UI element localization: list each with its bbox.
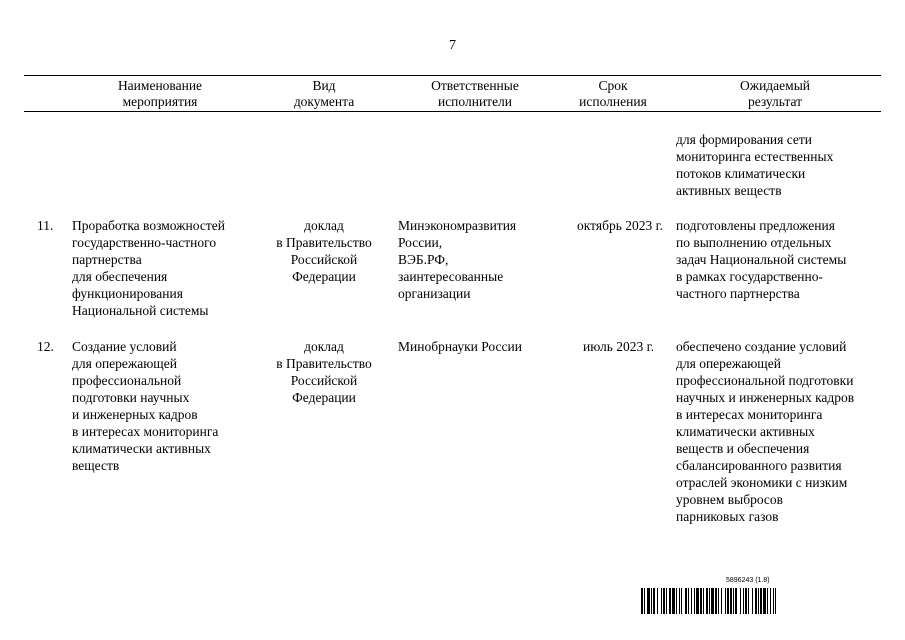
row-result: подготовлены предложения по выполнению отдельных задач Национальной системы в рамках государственно- частного партнерства <box>676 218 847 301</box>
barcode-bar <box>681 588 682 614</box>
barcode-bar <box>770 588 771 614</box>
barcode-bar <box>672 588 675 614</box>
header-col-result: Ожидаемый результат <box>740 78 810 109</box>
header-bottom-rule <box>24 111 881 112</box>
header-col-deadline: Срок исполнения <box>579 78 647 109</box>
row-result: обеспечено создание условий для опережающей профессиональной подготовки научных и инженерных кадров в интересах мониторинга климатически активных веществ и обеспечения сбалансированного развития отраслей экономики с низким уровнем выбросов парниковых газов <box>676 339 855 524</box>
barcode-image <box>641 588 857 614</box>
row-doc-type: доклад в Правительство Российской Федерации <box>276 339 372 405</box>
barcode-label: 5896243 (1.8) <box>726 577 770 584</box>
row-number: 11. <box>37 218 54 233</box>
barcode-bar <box>748 588 749 614</box>
barcode-bar <box>763 588 766 614</box>
barcode-bar <box>715 588 717 614</box>
barcode-bar <box>711 588 714 614</box>
barcode-bar <box>752 588 753 614</box>
barcode-bar <box>758 588 759 614</box>
barcode-bar <box>733 588 734 614</box>
barcode-bar <box>743 588 744 614</box>
barcode-bar <box>691 588 692 614</box>
barcode-bar <box>725 588 726 614</box>
header-top-rule <box>24 75 881 76</box>
continuation-result: для формирования сети мониторинга естественных потоков климатически активных веществ <box>676 132 834 198</box>
barcode-bar <box>641 588 643 614</box>
barcode-bar <box>700 588 702 614</box>
row-doc-type: доклад в Правительство Российской Федерации <box>276 218 372 284</box>
barcode-bar <box>767 588 768 614</box>
barcode-bar <box>694 588 695 614</box>
barcode-bar <box>745 588 747 614</box>
barcode-bar <box>657 588 658 614</box>
barcode-bar <box>644 588 645 614</box>
barcode-bar <box>696 588 699 614</box>
row-name: Создание условий для опережающей профессиональной подготовки научных и инженерных кадров в интересах мониторинга климатически активных веществ <box>72 339 219 473</box>
row-name: Проработка возможностей государственно-частного партнерства для обеспечения функционирования Национальной системы <box>72 218 225 318</box>
barcode-bar <box>703 588 704 614</box>
row-number: 12. <box>37 339 54 354</box>
row-deadline: июль 2023 г. <box>582 339 654 354</box>
barcode-bar <box>679 588 680 614</box>
barcode-bar <box>727 588 729 614</box>
barcode-bar <box>735 588 737 614</box>
header-col-name: Наименование мероприятия <box>117 78 203 109</box>
barcode-bar <box>669 588 671 614</box>
barcode-bar <box>663 588 665 614</box>
barcode-bar <box>676 588 677 614</box>
barcode-bar <box>647 588 650 614</box>
barcode-bar <box>651 588 652 614</box>
barcode-bar <box>740 588 741 614</box>
barcode-bar <box>685 588 687 614</box>
barcode-bar <box>706 588 708 614</box>
row-executors: Минобрнауки России <box>398 339 522 354</box>
barcode-bar <box>775 588 776 614</box>
barcode-bar <box>721 588 722 614</box>
page-number: 7 <box>449 38 456 53</box>
barcode-bar <box>709 588 710 614</box>
barcode-bar <box>755 588 757 614</box>
row-deadline: октябрь 2023 г. <box>577 218 663 233</box>
barcode-bar <box>718 588 719 614</box>
barcode-bar <box>688 588 689 614</box>
barcode-bar <box>653 588 655 614</box>
barcode-bar <box>666 588 667 614</box>
barcode-bar <box>661 588 662 614</box>
barcode-bar <box>773 588 774 614</box>
header-col-executors: Ответственные исполнители <box>431 78 519 109</box>
row-executors: Минэкономразвития России, ВЭБ.РФ, заинтересованные организации <box>398 218 517 301</box>
barcode-bar <box>730 588 732 614</box>
header-col-doc-type: Вид документа <box>293 78 355 109</box>
barcode-bar <box>760 588 762 614</box>
